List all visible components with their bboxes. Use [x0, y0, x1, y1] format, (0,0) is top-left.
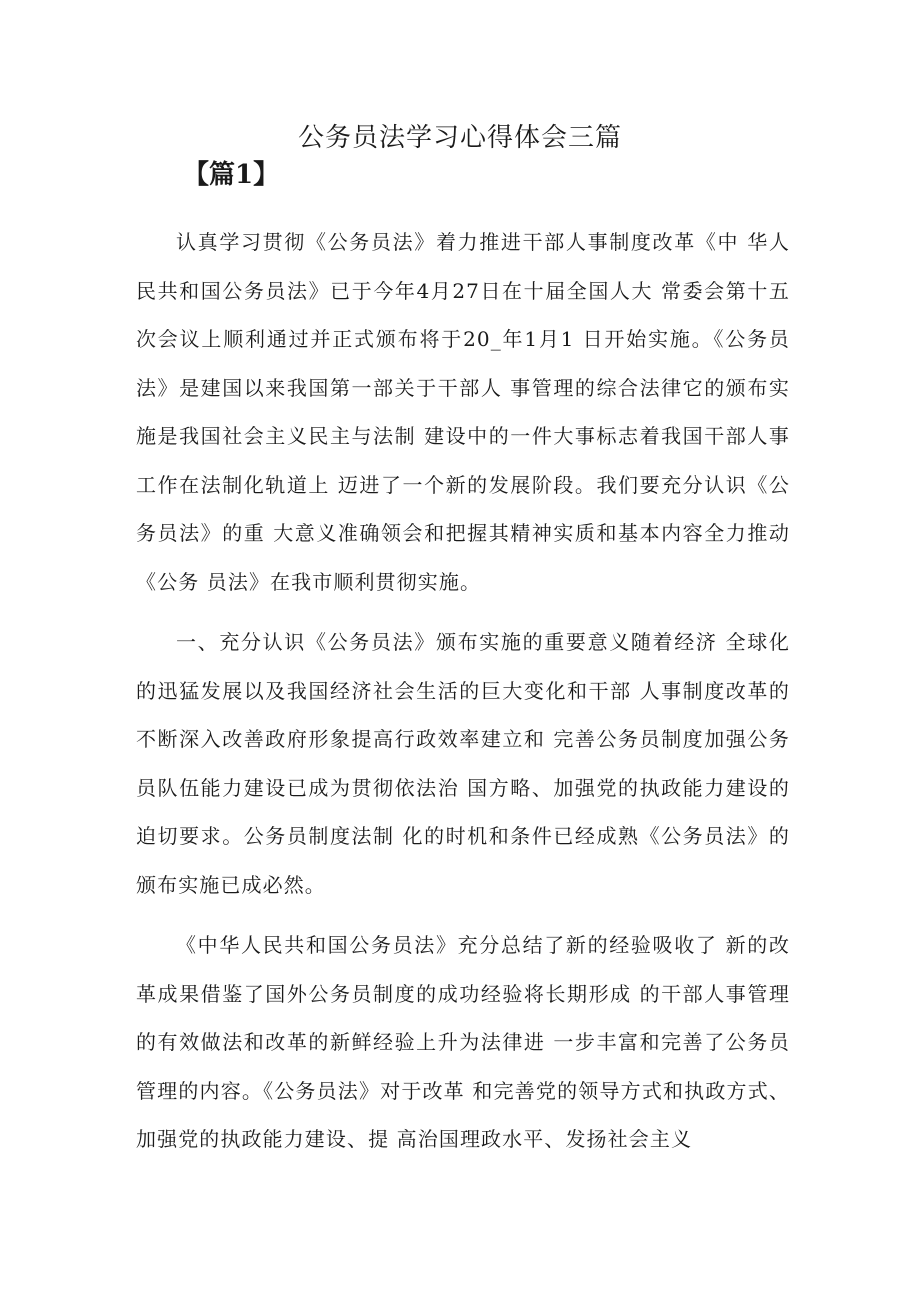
paragraph-3: 《中华人民共和国公务员法》充分总结了新的经验吸收了 新的改革成果借鉴了国外公务员制度的成功经验将长期形成 的干部人事管理的有效做法和改革的新鲜经验上升为法律进 一步丰富和完善了公务员管理的内容。《公务员法》对于改革 和完善党的领导方式和执政方式、加强党的执政能力建设、提 高治国理政水平、发扬社会主义 [136, 933, 790, 1151]
paragraph-1: 认真学习贯彻《公务员法》着力推进干部人事制度改革《中 华人民共和国公务员法》已于今年4月27日在十届全国人大 常委会第十五次会议上顺利通过并正式颁布将于20_年1月1 日开始实施。《公务员法》是建国以来我国第一部关于干部人 事管理的综合法律它的颁布实施是我国社会主义民主与法制 建设中的一件大事标志着我国干部人事工作在法制化轨道上 迈进了一个新的发展阶段。我们要充分认识《公务员法》的重 大意义准确领会和把握其精神实质和基本内容全力推动《公务 员法》在我市顺利贯彻实施。 [136, 230, 790, 594]
document-title: 公务员法学习心得体会三篇 [297, 123, 622, 153]
paragraph-2: 一、充分认识《公务员法》颁布实施的重要意义随着经济 全球化的迅猛发展以及我国经济社会生活的巨大变化和干部 人事制度改革的不断深入改善政府形象提高行政效率建立和 完善公务员制度加强公务员队伍能力建设已成为贯彻依法治 国方略、加强党的执政能力建设的迫切要求。公务员制度法制 化的时机和条件已经成熟《公务员法》的颁布实施已成必然。 [136, 630, 790, 897]
section-heading: 【篇1】 [183, 160, 280, 190]
document-body [136, 218, 790, 1176]
